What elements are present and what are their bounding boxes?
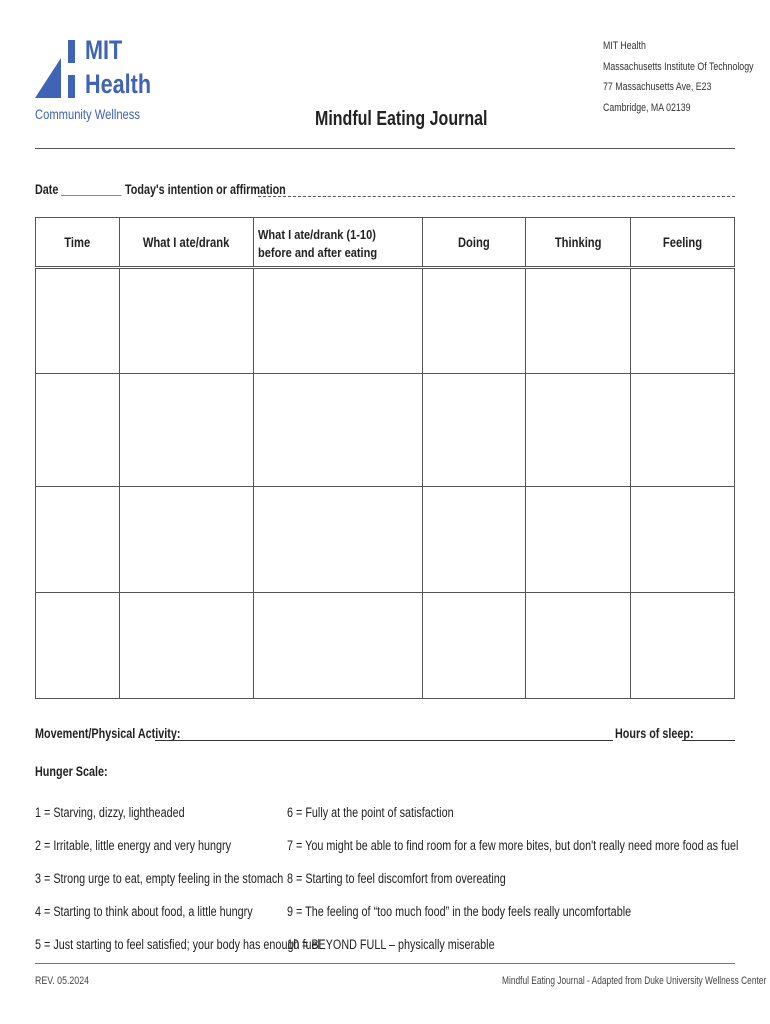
address-block (603, 36, 770, 118)
hunger-item: 2 = Irritable, little energy and very hungry (35, 838, 232, 853)
table-row (36, 374, 735, 487)
cell[interactable] (526, 487, 631, 593)
cell[interactable] (119, 268, 253, 374)
hunger-item: 1 = Starving, dizzy, lightheaded (35, 805, 185, 820)
cell[interactable] (526, 374, 631, 487)
revision: REV. 05.2024 (35, 975, 89, 987)
date-field[interactable]: Date __________ (35, 182, 122, 197)
col-feeling: Feeling (662, 234, 703, 250)
cell[interactable] (119, 593, 253, 699)
col-time: Time (64, 234, 91, 250)
cell[interactable] (253, 487, 422, 593)
cell[interactable] (36, 487, 120, 593)
hunger-item: 9 = The feeling of “too much food” in the body feels really uncomfortable (287, 904, 632, 919)
address-line: Cambridge, MA 02139 (603, 101, 691, 114)
intention-label: Today's intention or affirmation (125, 182, 286, 197)
address-line: MIT Health (603, 40, 646, 52)
footer-credit: Mindful Eating Journal - Adapted from Duke University Wellness Center (502, 975, 767, 987)
journal-table (35, 217, 735, 699)
col-doing: Doing (458, 234, 490, 250)
cell[interactable] (526, 593, 631, 699)
cell[interactable] (119, 374, 253, 487)
address-line: 77 Massachusetts Ave, E23 (603, 81, 712, 93)
cell[interactable] (631, 487, 735, 593)
cell[interactable] (422, 593, 526, 699)
cell[interactable] (422, 487, 526, 593)
cell[interactable] (631, 593, 735, 699)
hunger-item: 4 = Starting to think about food, a little hungry (35, 904, 253, 919)
table-row (36, 593, 735, 699)
logo (35, 35, 152, 125)
table-header (36, 218, 735, 268)
logo-health: Health (85, 69, 152, 99)
hunger-item: 7 = You might be able to find room for a few more bites, but don't really need more food as fuel (287, 838, 739, 853)
cell[interactable] (631, 374, 735, 487)
address-line: Massachusetts Institute Of Technology (603, 60, 754, 73)
cell[interactable] (36, 268, 120, 374)
footer-divider (35, 963, 735, 964)
cell[interactable] (253, 593, 422, 699)
table-row (36, 268, 735, 374)
cell[interactable] (422, 374, 526, 487)
cell[interactable] (36, 374, 120, 487)
movement-field[interactable] (155, 740, 613, 741)
col-what: What I ate/drank (142, 234, 230, 250)
hunger-item: 3 = Strong urge to eat, empty feeling in the stomach (35, 871, 284, 886)
logo-subtitle: Community Wellness (35, 106, 140, 122)
movement-label: Movement/Physical Activity: (35, 726, 181, 741)
table-row (36, 487, 735, 593)
hunger-item: 5 = Just starting to feel satisfied; your body has enough fuel (35, 937, 320, 952)
cell[interactable] (422, 268, 526, 374)
cell[interactable] (631, 268, 735, 374)
cell[interactable] (526, 268, 631, 374)
col-rating: What I ate/drank (1-10) before and after eating (257, 227, 377, 260)
hunger-item: 8 = Starting to feel discomfort from overeating (287, 871, 506, 886)
cell[interactable] (36, 593, 120, 699)
cell[interactable] (253, 374, 422, 487)
col-thinking: Thinking (554, 234, 602, 250)
intention-field[interactable] (258, 196, 735, 197)
divider (35, 148, 735, 149)
hunger-item: 10 = BEYOND FULL – physically miserable (287, 937, 495, 952)
cell[interactable] (119, 487, 253, 593)
cell[interactable] (253, 268, 422, 374)
hunger-item: 6 = Fully at the point of satisfaction (287, 805, 454, 820)
page-title: Mindful Eating Journal (315, 108, 488, 130)
logo-mark-icon (35, 40, 75, 100)
sleep-label: Hours of sleep: (615, 726, 694, 741)
hunger-title: Hunger Scale: (35, 764, 108, 779)
logo-mit: MIT (85, 35, 123, 65)
sleep-field[interactable] (682, 740, 735, 741)
